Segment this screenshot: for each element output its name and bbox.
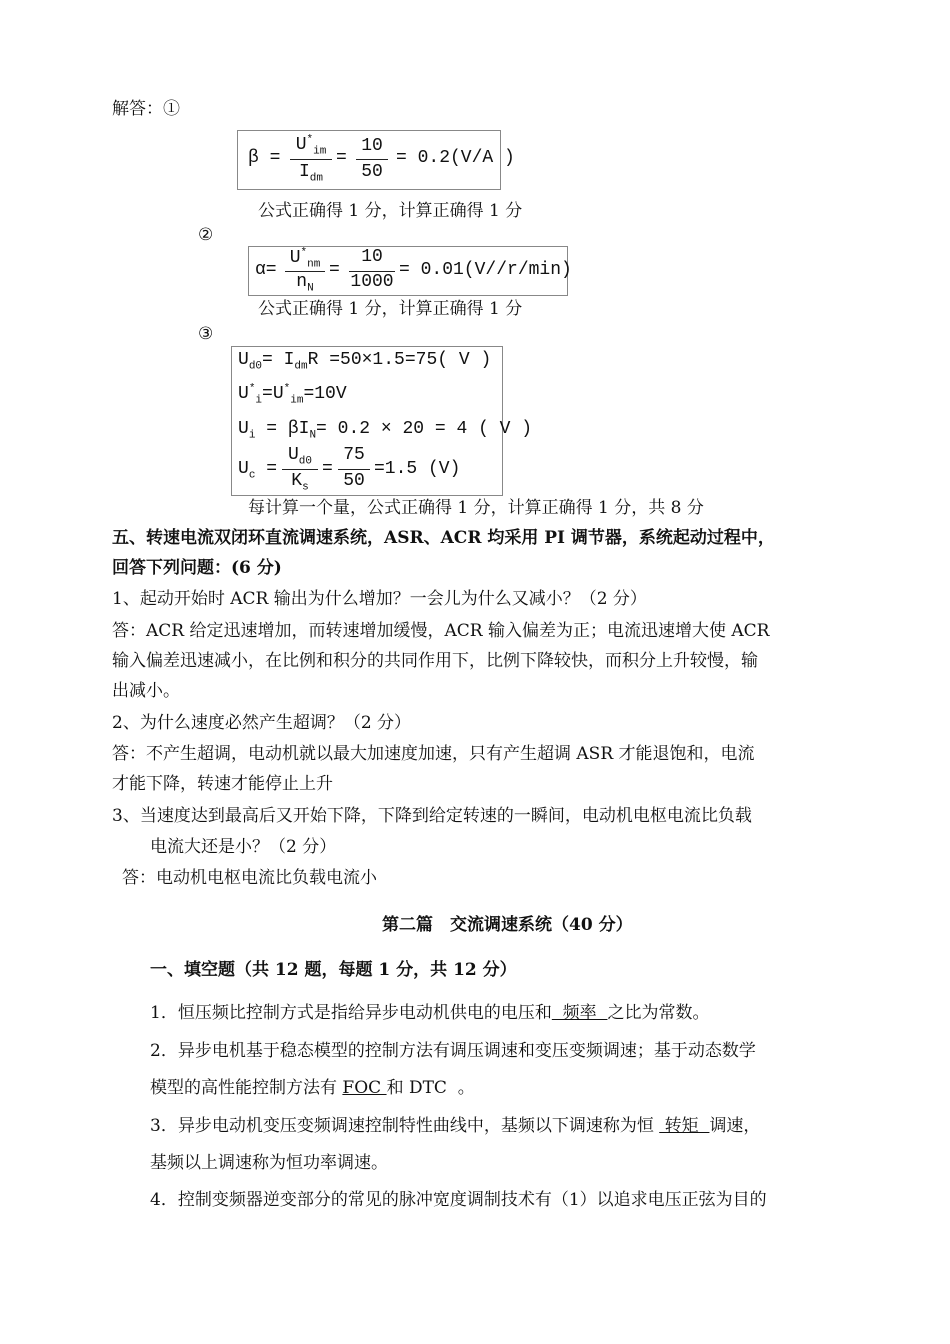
eq-ud0: $U_{d0}= I_{dm}R =50\times 1.5=75$( V ) bbox=[238, 350, 492, 373]
beta-num: $U^*_{im}$ bbox=[295, 134, 327, 158]
part3-formula-box bbox=[231, 346, 533, 496]
beta-eq: = bbox=[336, 148, 347, 168]
fill-q2-answer: FOC bbox=[342, 1078, 387, 1098]
answer-label: 解答：① bbox=[112, 99, 180, 119]
alpha-result: = 0.01(V//r/min) bbox=[399, 260, 572, 280]
a2-line2: 才能下降，转速才能停止上升 bbox=[112, 774, 333, 794]
a2-line1: 答：不产生超调，电动机就以最大加速度加速，只有产生超调 ASR 才能退饱和，电流 bbox=[112, 744, 755, 764]
alpha-den2: 1000 bbox=[350, 272, 394, 292]
fill-q4-line1: 4．控制变频器逆变部分的常见的脉冲宽度调制技术有（1）以追求电压正弦为目的 bbox=[150, 1190, 767, 1210]
part3-score: 每计算一个量，公式正确得 1 分，计算正确得 1 分，共 8 分 bbox=[248, 498, 704, 518]
fill-heading: 一、填空题（共 12 题，每题 1 分，共 12 分） bbox=[150, 960, 517, 980]
beta-num2: 10 bbox=[361, 136, 383, 156]
part1-score: 公式正确得 1 分，计算正确得 1 分 bbox=[258, 201, 523, 221]
a1-line3: 出减小。 bbox=[112, 681, 180, 701]
eq4-den: $K_s$ bbox=[291, 471, 309, 494]
fill-q3-answer: 转矩 bbox=[659, 1116, 710, 1136]
beta-result: = 0.2(V/A ) bbox=[396, 148, 515, 168]
section5-heading-1: 五、转速电流双闭环直流调速系统，ASR、ACR 均采用 PI 调节器，系统起动过程中， bbox=[112, 528, 775, 548]
beta-lhs: β = bbox=[248, 148, 281, 168]
beta-formula-box bbox=[237, 130, 515, 190]
beta-den2: 50 bbox=[361, 162, 383, 182]
marker-2: ② bbox=[198, 225, 214, 245]
eq4-den2: 50 bbox=[343, 471, 365, 491]
alpha-eq: = bbox=[329, 260, 340, 280]
q1: 1、起动开始时 ACR 输出为什么增加？一会儿为什么又减小？（2 分） bbox=[112, 589, 647, 609]
fill-q3-line1: 3．异步电动机变压变频调速控制特性曲线中，基频以下调速称为恒 转矩 调速， bbox=[150, 1116, 761, 1136]
eq4-num: $U_{d0}$ bbox=[287, 445, 312, 468]
fill-q1: 1．恒压频比控制方式是指给异步电动机供电的电压和 频率 之比为常数。 bbox=[150, 1003, 710, 1023]
fill-q1-answer: 频率 bbox=[551, 1003, 608, 1023]
eq-ui: $U_i = \beta I_N= 0.2 \times 20 = 4$ ( V ) bbox=[238, 419, 533, 442]
beta-fraction-line2 bbox=[356, 159, 388, 160]
alpha-formula-box bbox=[248, 246, 572, 296]
beta-den: $I_{dm}$ bbox=[298, 162, 323, 185]
eq4-eq: = bbox=[322, 459, 333, 479]
eq-ui-star: $U^*_i=U^*_{im}=10V$ bbox=[238, 383, 347, 407]
q2: 2、为什么速度必然产生超调？（2 分） bbox=[112, 713, 412, 733]
part2-title: 第二篇 交流调速系统（40 分） bbox=[382, 915, 633, 935]
eq4-fraction-line2 bbox=[338, 469, 370, 470]
eq4-lhs: $U_c$ = bbox=[238, 459, 278, 482]
eq4-result: =1.5 (V) bbox=[374, 459, 461, 479]
alpha-den: $n_N$ bbox=[296, 272, 314, 295]
section5-heading-2: 回答下列问题：(6 分) bbox=[112, 558, 282, 578]
q3-line2: 电流大还是小？（2 分） bbox=[150, 837, 337, 857]
q3-line1: 3、当速度达到最高后又开始下降，下降到给定转速的一瞬间，电动机电枢电流比负载 bbox=[112, 806, 752, 826]
eq4-num2: 75 bbox=[343, 445, 365, 465]
fill-q3-line2: 基频以上调速称为恒功率调速。 bbox=[150, 1153, 388, 1173]
eq4-fraction-line bbox=[282, 469, 318, 470]
a1-line1: 答：ACR 给定迅速增加，而转速增加缓慢，ACR 输入偏差为正；电流迅速增大使 ACR bbox=[112, 621, 770, 641]
marker-3: ③ bbox=[198, 324, 214, 344]
alpha-num2: 10 bbox=[361, 247, 383, 267]
alpha-lhs: α= bbox=[255, 260, 277, 280]
a3: 答：电动机电枢电流比负载电流小 bbox=[122, 868, 377, 888]
part2-score: 公式正确得 1 分，计算正确得 1 分 bbox=[258, 299, 523, 319]
alpha-num: $U^*_{nm}$ bbox=[289, 247, 321, 271]
fill-q2-line2: 模型的高性能控制方法有 FOC 和 DTC 。 bbox=[150, 1078, 475, 1098]
beta-fraction-line bbox=[290, 159, 332, 160]
a1-line2: 输入偏差迅速减小，在比例和积分的共同作用下，比例下降较快，而积分上升较慢，输 bbox=[112, 651, 758, 671]
fill-q2-line1: 2．异步电机基于稳态模型的控制方法有调压调速和变压变频调速；基于动态数学 bbox=[150, 1041, 756, 1061]
